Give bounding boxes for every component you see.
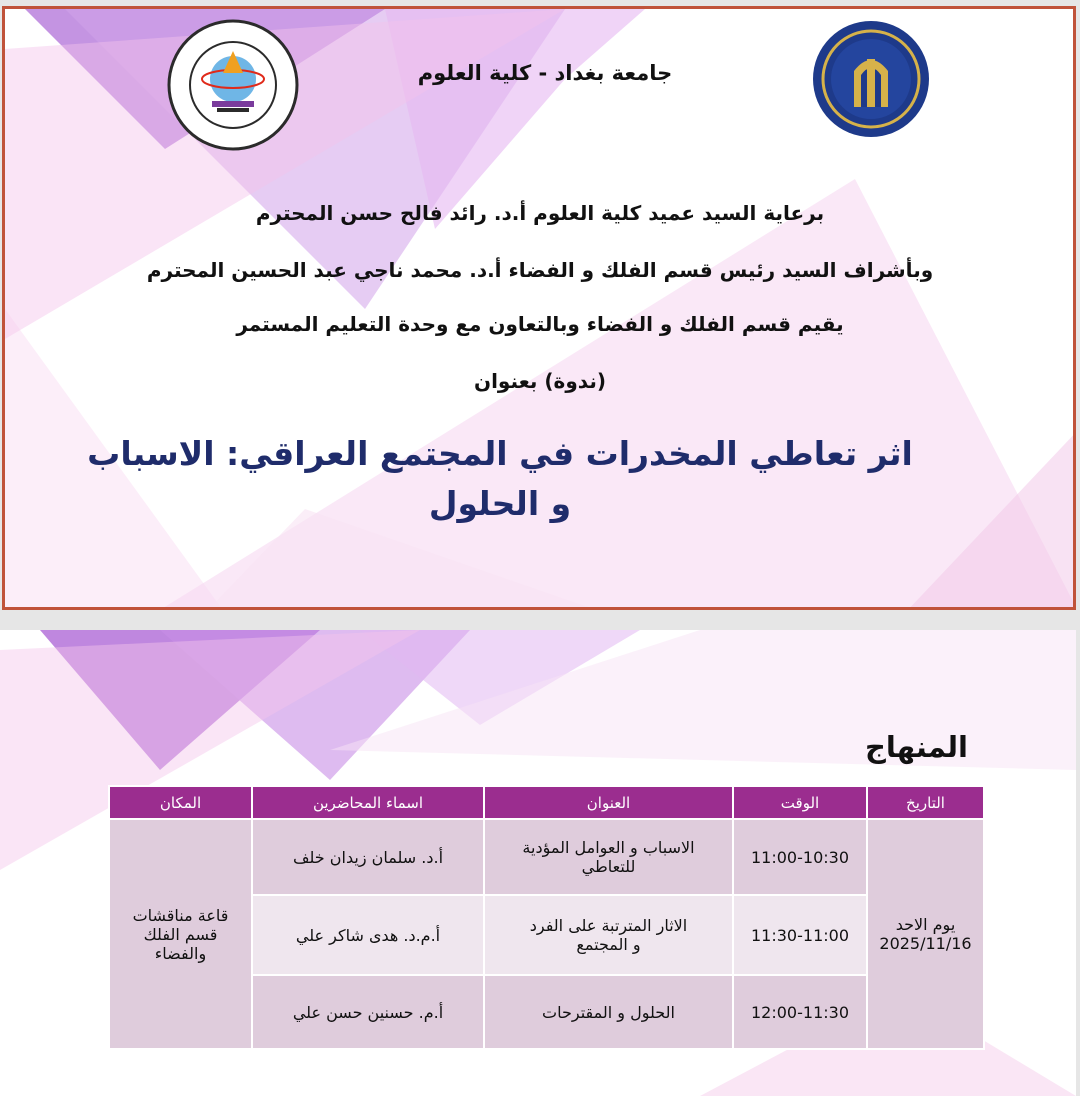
column-header-time: الوقت xyxy=(733,786,867,819)
column-header-date: التاريخ xyxy=(867,786,984,819)
title-cell: الاثار المترتبة على الفرد و المجتمع xyxy=(484,895,733,975)
time-cell: 11:00-10:30 xyxy=(733,819,867,895)
column-header-lecturers: اسماء المحاضرين xyxy=(252,786,484,819)
lecturer-cell: أ.د. سلمان زيدان خلف xyxy=(252,819,484,895)
date-value: 2025/11/16 xyxy=(879,934,972,953)
lecturer-cell: أ.م. حسنين حسن علي xyxy=(252,975,484,1049)
title-cell: الاسباب و العوامل المؤدية للتعاطي xyxy=(484,819,733,895)
date-day: يوم الاحد xyxy=(895,915,956,934)
university-college-title: جامعة بغداد - كلية العلوم xyxy=(417,61,673,85)
table-row xyxy=(109,819,984,895)
date-cell xyxy=(867,819,984,1049)
university-of-baghdad-logo xyxy=(811,19,931,139)
table-header-row xyxy=(109,786,984,819)
organizer-line: يقيم قسم الفلك و الفضاء وبالتعاون مع وحدة التعليم المستمر xyxy=(236,312,844,336)
column-header-place: المكان xyxy=(109,786,252,819)
college-of-science-logo xyxy=(165,17,301,153)
seminar-title-line2: و الحلول xyxy=(428,484,572,523)
time-cell: 11:30-11:00 xyxy=(733,895,867,975)
schedule-card xyxy=(0,630,1076,1096)
place-cell: قاعة مناقشات قسم الفلك والفضاء xyxy=(109,819,252,1049)
column-header-title: العنوان xyxy=(484,786,733,819)
seminar-title xyxy=(85,429,915,529)
supervisor-line: وبأشراف السيد رئيس قسم الفلك و الفضاء أ.د. محمد ناجي عبد الحسين المحترم xyxy=(146,258,934,282)
schedule-heading: المنهاج xyxy=(864,730,968,764)
poster-top xyxy=(2,6,1076,610)
seminar-title-line1: اثر تعاطي المخدرات في المجتمع العراقي: الاسباب xyxy=(87,434,913,473)
seminar-label: (ندوة) بعنوان xyxy=(474,369,606,393)
sponsor-line: برعاية السيد عميد كلية العلوم أ.د. رائد فالح حسن المحترم xyxy=(255,201,825,225)
lecturer-cell: أ.م.د. هدى شاكر علي xyxy=(252,895,484,975)
schedule-table xyxy=(108,785,985,1050)
time-cell: 12:00-11:30 xyxy=(733,975,867,1049)
title-cell: الحلول و المقترحات xyxy=(484,975,733,1049)
